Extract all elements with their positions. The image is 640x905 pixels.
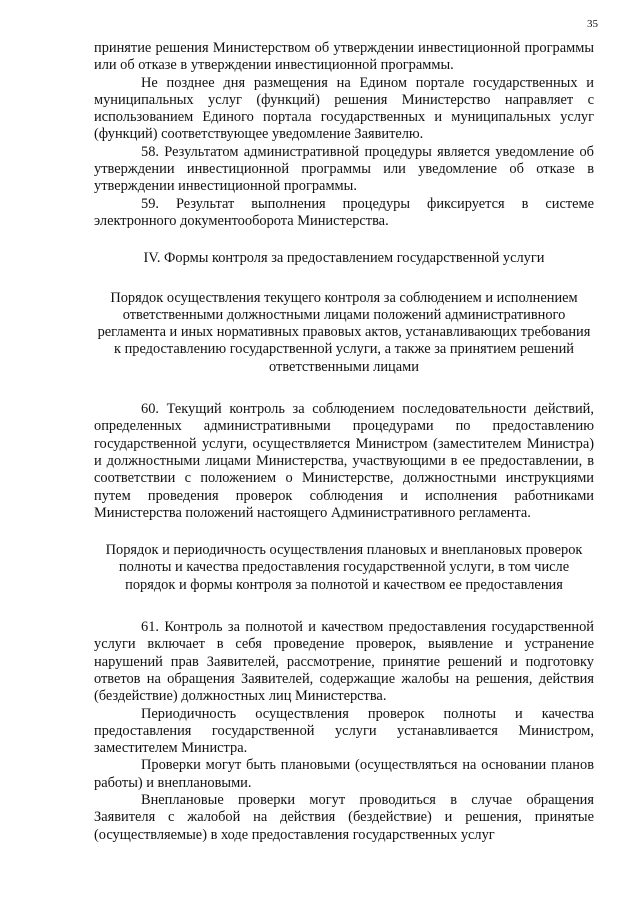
page-number: 35 [587, 18, 598, 30]
paragraph-59: 59. Результат выполнения процедуры фиксируется в системе электронного документооборота Министерства. [94, 195, 594, 229]
paragraph-58: 58. Результатом административной процедуры является уведомление об утверждении инвестиционной программы или уведомление об отказе в утверждении инвестиционной программы. [94, 143, 594, 195]
subheading-inspections: Порядок и периодичность осуществления плановых и внеплановых проверок полноты и качества предоставления государственной услуги, в том числе порядок и формы контроля за полнотой и качеством ее предоставления [105, 542, 583, 593]
section-title: IV. Формы контроля за предоставлением государственной услуги [143, 250, 545, 267]
paragraph-periodicity: Периодичность осуществления проверок полноты и качества предоставления государственной услуги устанавливается Министром, заместителем Министра. [94, 705, 594, 757]
paragraph-60: 60. Текущий контроль за соблюдением последовательности действий, определенных административными процедурами по предоставлению государственной услуги, осуществляется Министром (заместителем Министра) и должностными лицами Министерства, участвующими в ее предоставлении, в соответствии с положением о Министерстве, должностными инструкциями путем проведения проверок соблюдения и исполнения работниками Министерства положений настоящего Административного регламента. [94, 401, 594, 521]
paragraph-planned: Проверки могут быть плановыми (осуществляться на основании планов работы) и внеплановыми. [94, 757, 594, 791]
subheading-current-control: Порядок осуществления текущего контроля за соблюдением и исполнением ответственными должностными лицами положений административного регламента и иных нормативных правовых актов, устанавливающих требования к предоставлению государственной услуги, а также за принятием решений ответственными лицами [97, 289, 591, 375]
paragraph-unplanned: Внеплановые проверки могут проводиться в случае обращения Заявителя с жалобой на действия (бездействие) и решения, принятые (осуществляемые) в ходе предоставления государственных услуг [94, 791, 594, 843]
paragraph-continuation: принятие решения Министерством об утверждении инвестиционной программы или об отказе в утверждении инвестиционной программы. [94, 40, 594, 74]
paragraph-61: 61. Контроль за полнотой и качеством предоставления государственной услуги включает в себя проведение проверок, выявление и устранение нарушений прав Заявителей, рассмотрение, принятие решений и подготовку ответов на обращения Заявителей, содержащие жалобы на решения, действия (бездействие) должностных лиц Министерства. [94, 619, 594, 705]
document-body [94, 40, 594, 844]
paragraph-notification: Не позднее дня размещения на Едином портале государственных и муниципальных услуг (функций) решения Министерство направляет с использованием Единого портала государственных и муниципальных услуг (функций) соответствующее уведомление Заявителю. [94, 74, 594, 143]
